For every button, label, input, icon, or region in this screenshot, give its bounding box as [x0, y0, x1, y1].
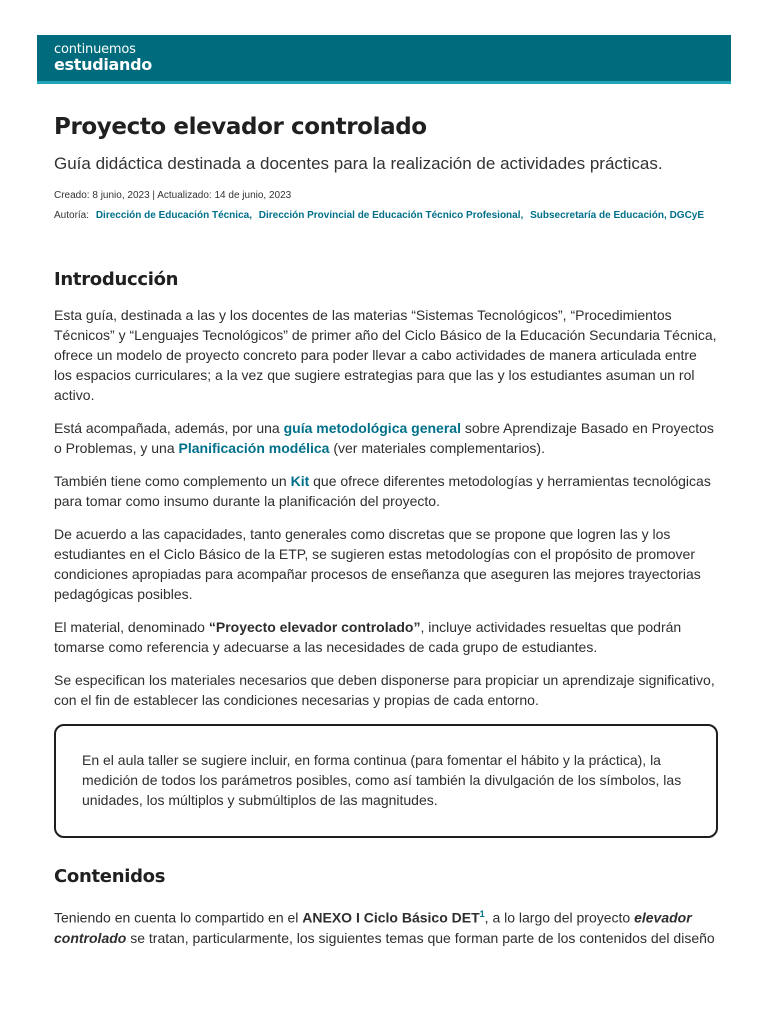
page-subtitle: Guía didáctica destinada a docentes para la realización de actividades prácticas. — [54, 154, 663, 173]
logo-line2: estudiando — [54, 55, 152, 74]
intro-paragraph-4: De acuerdo a las capacidades, tanto generales como discretas que se propone que logren las y los estudiantes en el Ciclo Básico de la ETP, se sugieren estas metodologías con el propósito de promover condiciones apropiadas para acompañar procesos de enseñanza que aseguren las mejores trayectorias pedagógicas posibles. — [54, 526, 701, 602]
intro-heading: Introducción — [54, 269, 179, 290]
dates-meta: Creado: 8 junio, 2023 | Actualizado: 14 de junio, 2023 — [54, 190, 292, 201]
intro-paragraph-6: Se especifican los materiales necesarios que deben disponerse para propiciar un aprendizaje significativo, con el fin de establecer las condiciones necesarias y propias de cada entorno. — [54, 672, 715, 708]
planificacion-modelica-link[interactable]: Planificación modélica — [178, 440, 330, 456]
intro-paragraph-1: Esta guía, destinada a las y los docentes de las materias “Sistemas Tecnológicos”, “Procedimientos Técnicos” y “Lenguajes Tecnológicos” de primer año del Ciclo Básico de la Educación Secundaria Técnica, ofrece un modelo de proyecto concreto para poder llevar a cabo actividades de manera articulada entre los espacios curriculares; a la vez que sugiere estrategias para que las y los estudiantes asuman un rol activo. — [54, 307, 717, 403]
author-link-dpetp[interactable]: Dirección Provincial de Educación Técnico Profesional, — [258, 210, 524, 221]
page-title: Proyecto elevador controlado — [54, 114, 427, 140]
footnote-ref[interactable]: 1 — [479, 909, 485, 919]
intro-paragraph-5: El material, denominado “Proyecto elevador controlado”, incluye actividades resueltas que podrán tomarse como referencia y adecuarse a las necesidades de cada grupo de estudiantes. — [54, 619, 682, 655]
site-header — [37, 35, 731, 84]
guia-metodologica-link[interactable]: guía metodológica general — [283, 420, 461, 436]
author-link-det[interactable]: Dirección de Educación Técnica, — [95, 210, 252, 221]
contenidos-heading: Contenidos — [54, 866, 166, 887]
intro-paragraph-2: Está acompañada, además, por una guía metodológica general sobre Aprendizaje Basado en Proyectos o Problemas, y una Planificación modélica (ver materiales complementarios). — [54, 420, 714, 456]
callout-box — [54, 724, 718, 838]
callout-text: En el aula taller se sugiere incluir, en forma continua (para fomentar el hábito y la práctica), la medición de todos los parámetros posibles, como así también la divulgación de los símbolos, las unidades, los múltiplos y submúltiplos de las magnitudes. — [82, 752, 682, 808]
author-link-subsecretaria[interactable]: Subsecretaría de Educación, DGCyE — [530, 210, 705, 221]
intro-paragraph-3: También tiene como complemento un Kit que ofrece diferentes metodologías y herramientas tecnológicas para tomar como insumo durante la planificación del proyecto. — [54, 473, 711, 509]
logo-line1: continuemos — [54, 42, 136, 57]
site-logo[interactable] — [54, 43, 152, 73]
authors-line — [54, 210, 718, 221]
kit-link[interactable]: Kit — [290, 473, 310, 489]
article — [54, 114, 718, 948]
contenidos-paragraph-1: Teniendo en cuenta lo compartido en el ANEXO I Ciclo Básico DET$^1$, a lo largo del proyecto elevador controlado se tratan, particularmente, los siguientes temas que forman parte de los contenidos del diseño — [54, 909, 715, 946]
authors-label: Autoría: — [54, 210, 90, 221]
